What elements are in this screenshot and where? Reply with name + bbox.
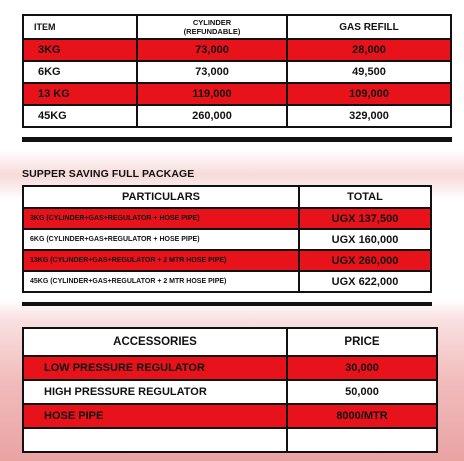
- price-header: PRICE: [287, 328, 437, 356]
- package-table-header: [23, 186, 431, 208]
- table-row: [23, 39, 451, 61]
- table-row-empty: [23, 428, 437, 452]
- accessories-table: [22, 327, 438, 453]
- package-bottom-bar: [22, 302, 432, 306]
- table-row: [23, 105, 451, 127]
- item-header: ITEM: [23, 15, 137, 39]
- accessory-price-cell: 8000/MTR: [287, 404, 437, 428]
- item-cell: 6KG: [23, 61, 137, 83]
- cylinder-header-label: CYLINDER: [192, 18, 232, 27]
- package-table: [22, 185, 432, 293]
- table-row: [23, 250, 431, 271]
- cylinder-header-sublabel: (REFUNDABLE): [183, 27, 241, 36]
- cylinder-header: [137, 15, 287, 39]
- accessory-name-cell: HOSE PIPE: [23, 404, 287, 428]
- refill-price-cell: 28,000: [287, 39, 451, 61]
- cylinder-price-cell: 73,000: [137, 39, 287, 61]
- refill-price-cell: 329,000: [287, 105, 451, 127]
- accessory-name-cell: LOW PRESSURE REGULATOR: [23, 356, 287, 380]
- refill-price-cell: 109,000: [287, 83, 451, 105]
- package-item-cell: 13KG (CYLINDER+GAS+REGULATOR + 2 MTR HOSE PIPE): [23, 250, 299, 271]
- table-row: [23, 356, 437, 380]
- package-item-cell: 45KG (CYLINDER+GAS+REGULATOR + 2 MTR HOSE PIPE): [23, 271, 299, 292]
- package-total-cell: UGX 137,500: [299, 208, 431, 229]
- accessory-name-cell: HIGH PRESSURE REGULATOR: [23, 380, 287, 404]
- package-item-cell: 3KG (CYLINDER+GAS+REGULATOR + HOSE PIPE): [23, 208, 299, 229]
- package-title: SUPPER SAVING FULL PACKAGE: [22, 168, 195, 180]
- table-bottom-bar: [22, 137, 452, 142]
- empty-cell: [23, 428, 287, 452]
- table-row: [23, 404, 437, 428]
- table-row: [23, 271, 431, 292]
- particulars-header: PARTICULARS: [23, 186, 299, 208]
- accessory-price-cell: 50,000: [287, 380, 437, 404]
- item-cell: 13 KG: [23, 83, 137, 105]
- item-cell: 45KG: [23, 105, 137, 127]
- package-total-cell: UGX 160,000: [299, 229, 431, 250]
- price-table: [22, 14, 452, 128]
- package-item-cell: 6KG (CYLINDER+GAS+REGULATOR + HOSE PIPE): [23, 229, 299, 250]
- table-row: [23, 83, 451, 105]
- cylinder-price-cell: 73,000: [137, 61, 287, 83]
- cylinder-price-cell: 119,000: [137, 83, 287, 105]
- empty-cell: [287, 428, 437, 452]
- accessories-header: ACCESSORIES: [23, 328, 287, 356]
- refill-price-cell: 49,500: [287, 61, 451, 83]
- total-header: TOTAL: [299, 186, 431, 208]
- package-total-cell: UGX 622,000: [299, 271, 431, 292]
- table-row: [23, 208, 431, 229]
- accessories-table-header: [23, 328, 437, 356]
- price-table-header: [23, 15, 451, 39]
- cylinder-price-cell: 260,000: [137, 105, 287, 127]
- table-row: [23, 61, 451, 83]
- table-row: [23, 229, 431, 250]
- refill-header: GAS REFILL: [287, 15, 451, 39]
- table-row: [23, 380, 437, 404]
- package-total-cell: UGX 260,000: [299, 250, 431, 271]
- accessory-price-cell: 30,000: [287, 356, 437, 380]
- item-cell: 3KG: [23, 39, 137, 61]
